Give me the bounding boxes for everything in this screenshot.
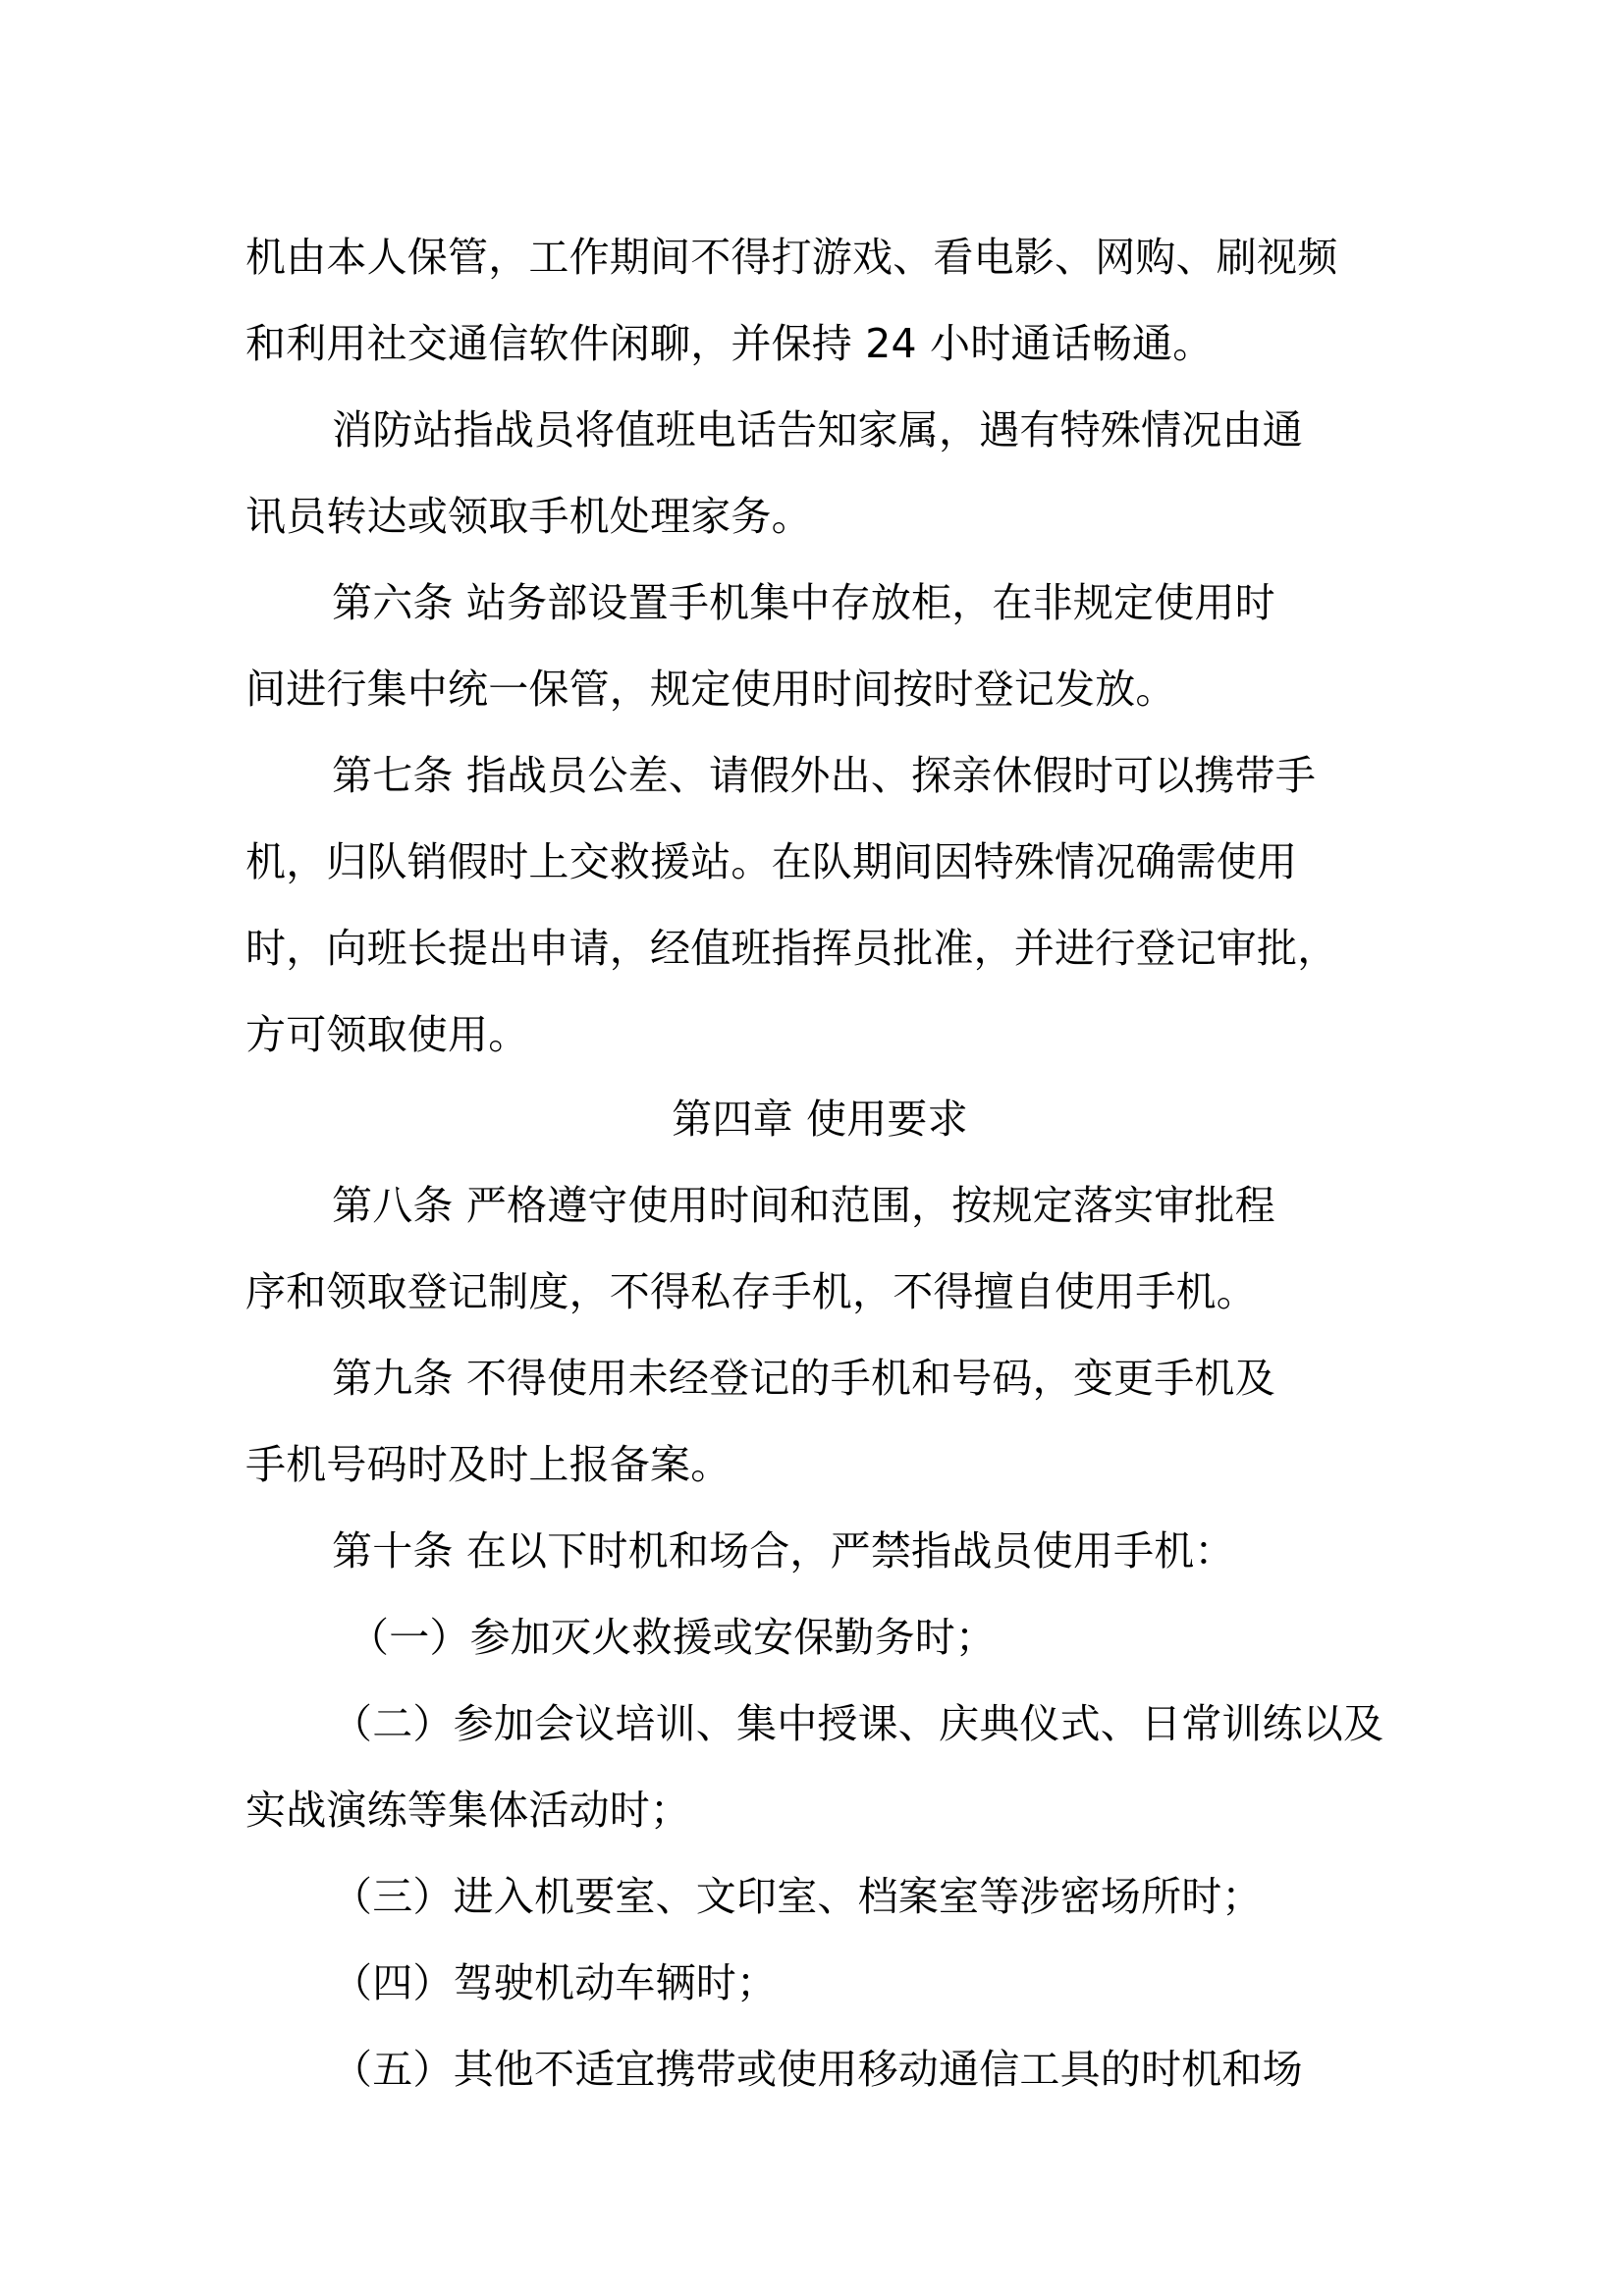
text-line: 时，向班长提出申请，经值班指挥员批准，并进行登记审批， <box>245 925 1338 972</box>
text-line: 讯员转达或领取手机处理家务。 <box>245 493 812 540</box>
text-line: 手机号码时及时上报备案。 <box>245 1441 731 1488</box>
text-line: 机，归队销假时上交救援站。在队期间因特殊情况确需使用 <box>245 838 1298 885</box>
chapter-heading: 第四章 使用要求 <box>672 1095 968 1143</box>
list-item: （一）参加灭火救援或安保勤务时； <box>349 1614 997 1661</box>
text-line: 方可领取使用。 <box>245 1011 529 1058</box>
list-item: （四）驾驶机动车辆时； <box>332 1959 778 2006</box>
article-10-line: 第十条 在以下时机和场合，严禁指战员使用手机： <box>332 1527 1235 1575</box>
paragraph-line: 消防站指战员将值班电话告知家属，遇有特殊情况由通 <box>332 406 1303 454</box>
list-item: （二）参加会议培训、集中授课、庆典仪式、日常训练以及 <box>332 1700 1384 1747</box>
text-line: 实战演练等集体活动时； <box>245 1787 691 1834</box>
text-line: 机由本人保管，工作期间不得打游戏、看电影、网购、刷视频 <box>245 234 1338 281</box>
text-line: 和利用社交通信软件闲聊，并保持 24 小时通话畅通。 <box>245 320 1214 367</box>
text-line: 序和领取登记制度，不得私存手机，不得擅自使用手机。 <box>245 1268 1257 1315</box>
text-line: 间进行集中统一保管，规定使用时间按时登记发放。 <box>245 666 1176 713</box>
list-item: （三）进入机要室、文印室、档案室等涉密场所时； <box>332 1873 1263 1920</box>
article-6-line: 第六条 站务部设置手机集中存放柜，在非规定使用时 <box>332 579 1275 626</box>
list-item: （五）其他不适宜携带或使用移动通信工具的时机和场 <box>332 2046 1303 2093</box>
article-9-line: 第九条 不得使用未经登记的手机和号码，变更手机及 <box>332 1355 1275 1402</box>
article-7-line: 第七条 指战员公差、请假外出、探亲休假时可以携带手 <box>332 752 1317 799</box>
article-8-line: 第八条 严格遵守使用时间和范围，按规定落实审批程 <box>332 1182 1275 1229</box>
